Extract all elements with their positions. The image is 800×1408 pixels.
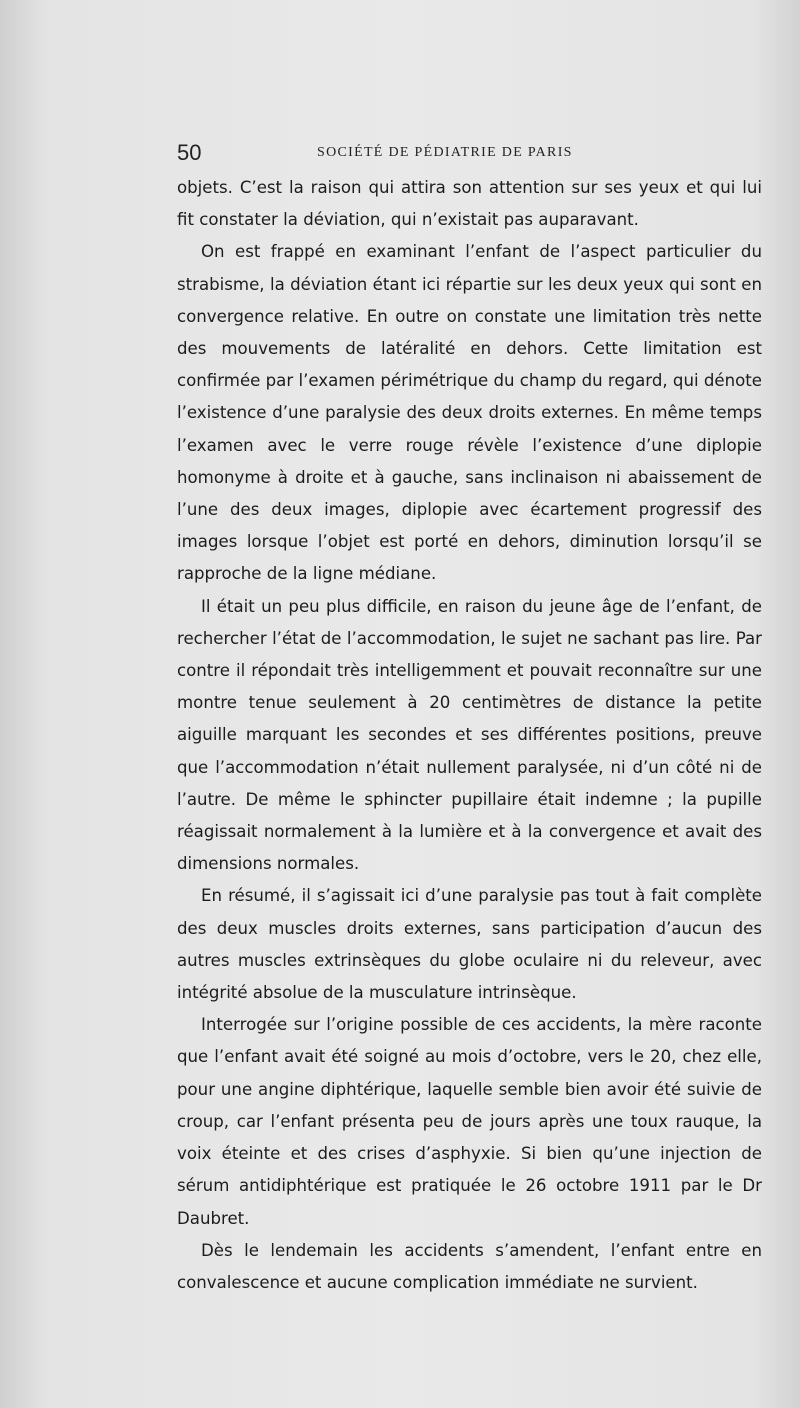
paragraph: En résumé, il s’agissait ici d’une paralysie pas tout à fait complète des deux muscles droits externes, sans participation d’aucun des autres muscles extrinsèques du globe oculaire ni du releveur, avec intégrité absolue de la musculature intrinsèque. [177, 886, 762, 1003]
paragraph: Interrogée sur l’origine possible de ces accidents, la mère raconte que l’enfant avait été soigné au mois d’octobre, vers le 20, chez elle, pour une angine diphtérique, laquelle semble bien avoir été suivie de croup, car l’enfant présenta peu de jours après une toux rauque, la voix éteinte et des crises d’asphyxie. Si bien qu’une injection de sérum antidiphtérique est pratiquée le 26 octobre 1911 par le Dr Daubret. [177, 1015, 762, 1228]
paragraph: On est frappé en examinant l’enfant de l’aspect particulier du strabisme, la déviation étant ici répartie sur les deux yeux qui sont en convergence relative. En outre on constate une limitation très nette des mouvements de latéralité en dehors. Cette limitation est confirmée par l’examen périmétrique du champ du regard, qui dénote l’existence d’une paralysie des deux droits externes. En même temps l’examen avec le verre rouge révèle l’existence d’une diplopie homonyme à droite et à gauche, sans inclinaison ni abaissement de l’une des deux images, diplopie avec écartement progressif des images lorsque l’objet est porté en dehors, diminution lorsqu’il se rapproche de la ligne médiane. [177, 242, 762, 584]
running-head: SOCIÉTÉ DE PÉDIATRIE DE PARIS [317, 145, 573, 160]
paragraph: objets. C’est la raison qui attira son attention sur ses yeux et qui lui fit constater la déviation, qui n’existait pas auparavant. [177, 178, 762, 230]
paragraph: Il était un peu plus difficile, en raison du jeune âge de l’enfant, de rechercher l’état de l’accommodation, le sujet ne sachant pas lire. Par contre il répondait très intelligemment et pouvait reconnaître sur une montre tenue seulement à 20 centimètres de distance la petite aiguille marquant les secondes et ses différentes positions, preuve que l’accommodation n’était nullement paralysée, ni d’un côté ni de l’autre. De même le sphincter pupillaire était indemne ; la pupille réagissait normalement à la lumière et à la convergence et avait des dimensions normales. [177, 596, 762, 874]
page-number: 50 [177, 140, 202, 165]
paragraph: Dès le lendemain les accidents s’amendent, l’enfant entre en convalescence et aucune complication immédiate ne survient. [177, 1240, 762, 1292]
page-header [177, 140, 760, 166]
body-text [177, 172, 762, 1299]
